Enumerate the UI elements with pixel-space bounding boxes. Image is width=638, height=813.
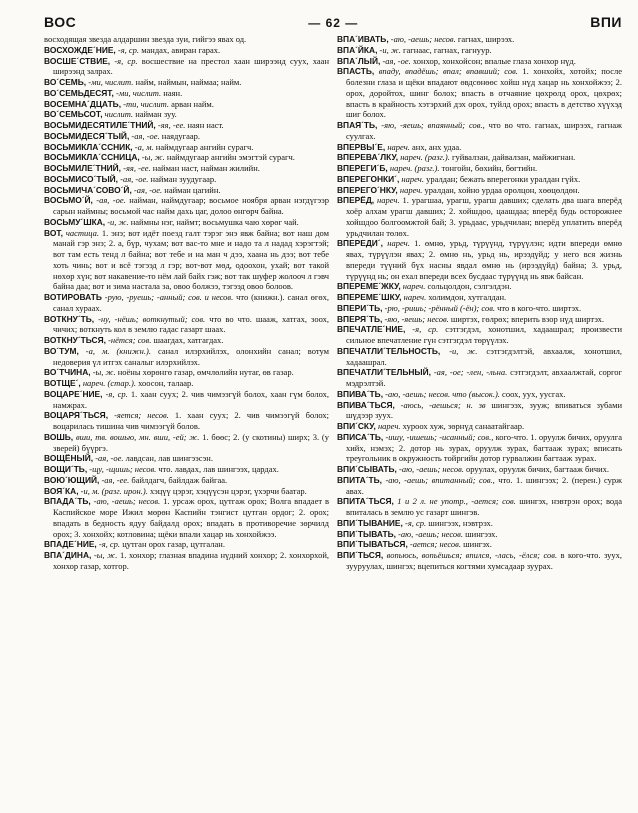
- entry-definition: мандах, авиран гарах.: [141, 44, 221, 55]
- entry-definition: шингээх.: [465, 528, 498, 539]
- entry-definition: оруулах, оруулж бичих, багтааж бичих.: [466, 464, 610, 474]
- dictionary-entry: [337, 389, 622, 400]
- entry-headword: ВОТ,: [44, 227, 63, 238]
- entry-headword: ВОСЬМИЧА´СОВО´Й,: [44, 184, 132, 195]
- entry-definition: 1. урагшаа, урагш, урагш давших; сделать два шага вперёд хоёр алхам урагш давших; 2. хойшдоо, цаашдаа; вперёд будь осторожнее хойшдоо болгоомжтой бай; 3. урьдаас, урьдчилан; вперёд уплатить вперёд урьдчилан төлөх.: [346, 195, 622, 238]
- dictionary-entry: [44, 346, 329, 368]
- dictionary-entry: [44, 163, 329, 174]
- entry-grammar: -ми, числит.: [116, 87, 162, 98]
- dictionary-entry: [337, 34, 622, 45]
- dictionary-entry: [44, 109, 329, 120]
- dictionary-entry: [337, 550, 622, 572]
- page-header: [44, 14, 622, 30]
- dictionary-entry: [44, 410, 329, 432]
- entry-definition: 1. хаан суух; 2. чив чимээгүй болох, хаан гүм болох, намжрах.: [53, 388, 329, 410]
- header-left-guideword: ВОС: [44, 14, 77, 30]
- entry-headword: ВПЕЧАТЛЕ´НИЕ,: [337, 324, 406, 335]
- dictionary-entry: [337, 185, 622, 196]
- entry-headword: ВПЕЧАТЛИ´ТЕЛЬНОСТЬ,: [337, 345, 441, 356]
- dictionary-entry: [337, 66, 622, 120]
- dictionary-entry: [44, 292, 329, 314]
- entry-grammar: -ы, ж.: [141, 152, 165, 163]
- entry-grammar: нареч.: [377, 421, 401, 431]
- entry-grammar: нареч.: [377, 195, 400, 206]
- entry-definition: шингэх, нэвтрэн орох; вода впиталась в землю ус газарт шингэв.: [346, 496, 622, 517]
- entry-grammar: впаду, впадёшь; впал; впавший; сов.: [378, 66, 518, 77]
- dictionary-entry: [337, 195, 622, 238]
- entry-headword: ВПЕРЁД,: [337, 195, 375, 206]
- entry-grammar: -ая, -ое; -лен, -льна.: [433, 367, 508, 378]
- entry-definition: сэтгэгдэлтэй, авхаалж, хонотшил, хадаашрал.: [346, 345, 622, 367]
- dictionary-entry: [44, 432, 329, 454]
- entry-grammar: -аю, -аешь; несов.: [398, 528, 463, 539]
- entry-headword: ВОСШЕ´СТВИЕ,: [44, 55, 111, 66]
- entry-grammar: -яю, -яешь; впаянный; сов.,: [381, 120, 485, 130]
- entry-grammar: -рю, -ришь; -рённый (-ён); сов.: [384, 302, 496, 313]
- entry-definition: уралдан; бежать вперегонки уралдан гүйх.: [426, 173, 581, 184]
- dictionary-entry: [44, 475, 329, 486]
- dictionary-entry: [337, 464, 622, 475]
- dictionary-entry: [337, 292, 622, 303]
- entry-grammar: -ти, числит.: [123, 98, 170, 109]
- dictionary-entry: [44, 152, 329, 163]
- dictionary-entry: [44, 131, 329, 142]
- entry-grammar: -аю, -аешь; несов.: [93, 496, 161, 507]
- entry-headword: ВО´СЕМЬ,: [44, 77, 87, 87]
- entry-grammar: 1 и 2 л. не употр., -ается; сов.: [397, 496, 516, 507]
- entry-definition: цутган орох газар, цутгалан.: [122, 539, 225, 550]
- entry-grammar: -ми, числит.: [88, 77, 134, 87]
- entry-headword: ВПА´ИВАТЬ,: [337, 34, 389, 44]
- dictionary-entry: [337, 518, 622, 529]
- entry-grammar: -а, м.: [134, 141, 154, 152]
- dictionary-entry: [44, 77, 329, 88]
- entry-grammar: -ишу, -ишешь; -исанный; сов.,: [385, 431, 494, 442]
- entry-headword: ВПИ´ТЬСЯ,: [337, 550, 384, 560]
- entry-grammar: -и, м. (разг. ирон.).: [80, 485, 148, 496]
- entry-grammar: -ая, -ое.: [120, 173, 149, 184]
- entry-definition: ширтэх, гөлрөх; вперить взор нүд ширтэх.: [450, 313, 604, 324]
- entry-grammar: вопьюсь, вопьёшься; впился, -лась, -ёлся; сов.: [386, 550, 558, 560]
- entry-grammar: -ая, -ое.: [382, 55, 411, 66]
- entry-headword: ВОТИРОВАТЬ: [44, 292, 102, 302]
- entry-grammar: -а, м. (книжн.).: [85, 345, 151, 356]
- entry-headword: ВПА´ЙКА,: [337, 44, 378, 55]
- entry-grammar: нареч.: [401, 173, 424, 184]
- entry-definition: лавдсан, лав шингээсэн.: [125, 453, 213, 464]
- dictionary-entry: [337, 432, 622, 464]
- entry-definition: анх, анх удаа.: [412, 141, 462, 152]
- entry-headword: ВОЯ´КА,: [44, 485, 79, 496]
- entry-definition: гагнах, ширээх.: [457, 34, 515, 44]
- entry-headword: ВПИ´ТЫВАТЬ,: [337, 528, 396, 539]
- entry-definition: наймдугаар ангийн эмэгтэй сурагч.: [166, 152, 295, 163]
- dictionary-entry: [44, 378, 329, 389]
- entry-definition: гагнаас, гагнах, гагнуур.: [403, 44, 492, 55]
- dictionary-entry: [44, 539, 329, 550]
- entry-definition: восходящая звезда алдаршин звезда зуи, гийгээ явах од.: [44, 34, 247, 44]
- entry-definition: 1. энэ; вот идёт поезд галт тэрэг энэ явж байна; вот наш дом манай гэр энэ; 2. а, бүр, чухам; вот вас-то мне и надо та л надад хэрэгтэй; вот там есть тенд л байна; вот тебе и на ман ч дээ, хаана нь дээ; вот тебе хоть чинь; вот и всё тэгээд л гэр; вот-вот мөд, одоохон, ухай; вот такой нөхөр хүн; вот накавение-то нём лай байх гэж; вот так шуфер жолооч л гэвч байна даа; вот и зима настала за, овоо болжээ, тэгээд овоо болоов.: [53, 227, 329, 292]
- entry-headword: ВПИ´ТЫВАНИЕ,: [337, 517, 403, 528]
- dictionary-entry: [337, 142, 622, 153]
- entry-grammar: -аю, -аешь; несов.: [398, 464, 464, 474]
- entry-grammar: -и, ж.: [449, 345, 478, 356]
- entry-grammar: нареч.: [403, 292, 427, 302]
- entry-definition: что. лавдах, лав шингээх, цардах.: [158, 464, 279, 474]
- dictionary-entry: [337, 421, 622, 432]
- entry-headword: ВОСЬМИСО´ТЫЙ,: [44, 173, 119, 184]
- dictionary-entry: [337, 303, 622, 314]
- dictionary-entry: [337, 496, 622, 518]
- entry-headword: ВПИТА´ТЬСЯ,: [337, 496, 394, 507]
- dictionary-entry: [44, 486, 329, 497]
- dictionary-entry: [337, 324, 622, 346]
- entry-grammar: нареч.: [399, 184, 423, 195]
- dictionary-entry: [337, 120, 622, 142]
- entry-grammar: -и, ж.: [379, 44, 401, 55]
- entry-grammar: -ая, -ое.: [96, 195, 126, 206]
- entry-headword: ВОСЬМИКЛА´ССНИК,: [44, 141, 133, 152]
- entry-headword: ВОЩИ´ТЬ,: [44, 464, 88, 474]
- entry-headword: ВПЕРЕМЕ´ШКУ,: [337, 292, 402, 302]
- entry-headword: ВОСЬМИДЕСЯТИЛЕ´ТНИЙ,: [44, 120, 156, 130]
- entry-definition: хуроох хуж, зөрнүд санаатайгаар.: [402, 421, 525, 431]
- entry-grammar: -яя, -ее.: [123, 163, 151, 173]
- entry-headword: ВПАСТЬ,: [337, 66, 375, 77]
- entry-definition: сэтгэгдэл, хонотшил, хадаашрал; произвести сильное впечатление гүн сэтгэгдэл төрүүлэх.: [346, 324, 622, 345]
- entry-headword: ВО´ТУМ,: [44, 345, 79, 356]
- entry-headword: ВОЦАРЕ´НИЕ,: [44, 388, 103, 399]
- entry-grammar: числит.: [104, 109, 134, 120]
- entry-grammar: -ается; несов.: [409, 539, 461, 550]
- dictionary-entry: [44, 99, 329, 110]
- entry-headword: ВПАДА´ТЬ,: [44, 496, 91, 507]
- dictionary-entry: [337, 45, 622, 56]
- columns: [44, 34, 622, 800]
- entry-headword: ВОЦАРЯ´ТЬСЯ,: [44, 410, 109, 421]
- dictionary-entry: [44, 195, 329, 217]
- entry-headword: ВПИСА´ТЬ,: [337, 431, 384, 442]
- entry-grammar: -и, ж.: [107, 216, 129, 227]
- entry-headword: ВПЕРЕГИ´Б,: [337, 163, 388, 173]
- entry-definition: шингэх.: [463, 539, 492, 550]
- entry-definition: холимдон, хутгалдан.: [428, 292, 507, 302]
- entry-definition: что во что. гагнах, ширээх, гагнаж суулгах.: [346, 120, 622, 141]
- entry-headword: ВПЕРИ´ТЬ,: [337, 302, 383, 313]
- entry-grammar: -ая, -ое.: [95, 453, 124, 464]
- dictionary-entry: [44, 453, 329, 464]
- entry-definition: ноёны хөрөнгө газар, өмчлөлийн нутаг, өв газар.: [117, 367, 294, 378]
- entry-grammar: нареч. (разг.).: [389, 163, 440, 173]
- dictionary-entry: [44, 335, 329, 346]
- dictionary-entry: [337, 346, 622, 368]
- entry-definition: шингээх, зууж; впиваться зубами шүдээр зуух.: [346, 399, 622, 421]
- entry-headword: ВПЕРЕМЕ´ЖКУ,: [337, 281, 401, 292]
- entry-definition: сэтгэгдэлт, авхаалжтай, соргог мэдрэлтэй.: [346, 367, 622, 388]
- entry-definition: хонхор, хонхойсон; впалые глаза хонхор нүд.: [412, 55, 576, 66]
- entry-definition: наймдугаар ангийн сурагч.: [155, 141, 254, 152]
- entry-definition: хоосон, талаар.: [138, 378, 194, 388]
- entry-headword: ВО´СЕМЬСОТ,: [44, 109, 103, 120]
- entry-headword: ВПИВА´ТЬСЯ,: [337, 399, 395, 410]
- entry-headword: ВПЕРЯ´ТЬ,: [337, 313, 383, 324]
- dictionary-entry: [44, 496, 329, 539]
- entry-headword: ВОТКНУ´ТЬ,: [44, 313, 95, 324]
- entry-definition: шингээх, нэвтрэх.: [428, 517, 493, 528]
- entry-headword: ВПЕРВЫ´Е,: [337, 141, 386, 152]
- entry-grammar: нареч. (стар.).: [82, 378, 136, 388]
- entry-definition: байлдагч, байлдаж байгаа.: [131, 474, 228, 485]
- entry-headword: ВОТЩЕ´,: [44, 378, 81, 388]
- dictionary-entry: [44, 550, 329, 572]
- entry-grammar: -ая, -ое.: [131, 130, 160, 141]
- dictionary-entry: [44, 185, 329, 196]
- entry-definition: хэцүү цэрэг, хэцүүсэн цэрэг, үхэрчи баатар.: [149, 485, 307, 496]
- dictionary-entry: [337, 314, 622, 325]
- entry-definition: гуйвалзан, дайвалзан, майжигнан.: [451, 152, 576, 163]
- entry-headword: ВО´СЕМЬДЕСЯТ,: [44, 87, 114, 98]
- dictionary-entry: [44, 367, 329, 378]
- entry-headword: ВПЕРЕГОНКИ´,: [337, 173, 400, 184]
- entry-grammar: -я, ср.: [114, 55, 138, 66]
- entry-grammar: -я, ср.: [98, 539, 121, 550]
- entry-definition: в кого-что. зуух, зууруулах, шингэх; вцепиться когтями хумсадаар зуурах.: [346, 550, 622, 571]
- header-right-guideword: ВПИ: [590, 14, 622, 30]
- entry-grammar: -ы, ж.: [93, 550, 118, 560]
- entry-headword: ВО´ТЧИНА,: [44, 367, 91, 378]
- entry-definition: найм, наймын, наймаа; найм.: [135, 77, 242, 87]
- entry-headword: ВОСЬМИДЕСЯ´ТЫЙ,: [44, 130, 130, 141]
- entry-grammar: нареч. (разг.).: [400, 152, 450, 163]
- entry-definition: 1. өмнө, урьд, түрүүнд, түрүүлэн; идти впереди өмнө явах, түрүүлэн явах; 2. өмнө нь, урьд нь, ирээдүйд; у него вся жизнь впереди түүний бүх насны явдал өмнө нь (ирээдүйд) байна; 3. урьд, түрүүнд нь; он ехал впереди всех бусдаас түрүүнд нь явж байсан.: [346, 238, 622, 281]
- entry-grammar: -ы, ж.: [92, 367, 116, 378]
- dictionary-entry: [44, 314, 329, 336]
- entry-headword: ВОСХОЖДЕ´НИЕ,: [44, 44, 116, 55]
- entry-headword: ВПА´ДИНА,: [44, 550, 92, 560]
- dictionary-entry: [44, 142, 329, 153]
- entry-headword: ВПЕРЕГО´НКУ,: [337, 184, 398, 195]
- dictionary-entry: [337, 238, 622, 281]
- entry-grammar: -аю, -аешь; несов.: [390, 34, 456, 44]
- entry-grammar: -я, ср.: [404, 517, 427, 528]
- dictionary-entry: [337, 400, 622, 422]
- entry-grammar: -аю, -аешь; несов. что (высок.).: [385, 388, 500, 399]
- entry-headword: ВПА´ЛЫЙ,: [337, 55, 381, 66]
- entry-definition: шаагдах, хатгагдах.: [153, 335, 224, 345]
- entry-definition: уралдан, хойно урдаа оролцон, хөөцөлдөн.: [424, 184, 580, 195]
- dictionary-entry: [337, 475, 622, 497]
- entry-definition: 1. хонхор; глазная впадина нүдний хонхор; 2. хонхорхой, хонхор газар, хотгор.: [53, 550, 329, 571]
- dictionary-entry: [337, 529, 622, 540]
- entry-grammar: нареч.: [387, 238, 410, 249]
- page-number: — 62 —: [308, 16, 359, 30]
- entry-headword: ВПИ´СЫВАТЬ,: [337, 464, 397, 474]
- dictionary-entry: [337, 174, 622, 185]
- entry-definition: арван найм.: [171, 98, 214, 109]
- left-column: [44, 34, 329, 800]
- dictionary-entry: [44, 56, 329, 78]
- entry-headword: ВПЕЧАТЛИ´ТЕЛЬНЫЙ,: [337, 367, 431, 378]
- dictionary-entry: [337, 539, 622, 550]
- entry-headword: ВОЮ´ЮЩИЙ,: [44, 474, 100, 485]
- dictionary-entry: [337, 163, 622, 174]
- entry-definition: наядугаар.: [161, 130, 201, 141]
- dictionary-entry: [44, 88, 329, 99]
- dictionary-entry: [44, 120, 329, 131]
- entry-headword: ВПИТА´ТЬ,: [337, 474, 382, 485]
- entry-grammar: -щу, -щишь; несов.: [89, 464, 157, 474]
- dictionary-entry: [44, 228, 329, 293]
- entry-headword: ВОСЬМО´Й,: [44, 195, 93, 206]
- entry-definition: найман наст, найман жилийн.: [152, 163, 260, 173]
- dictionary-entry: [44, 217, 329, 228]
- dictionary-entry: [337, 56, 622, 67]
- entry-definition: тонгойн, бөхийн, бөгтийн.: [441, 163, 538, 173]
- entry-grammar: вши, тв. вошью, мн. вши, -ей; ж.: [75, 431, 200, 442]
- entry-grammar: -я, ср.: [117, 44, 140, 55]
- entry-grammar: -рую, -руешь; -анный; сов. и несов.: [104, 292, 234, 302]
- entry-headword: ВОСЬМИЛЕ´ТНИЙ,: [44, 163, 121, 173]
- entry-definition: восшествие на престол хаан ширээнд суух, хаан ширээнд залрах.: [53, 55, 329, 77]
- entry-grammar: -яется; несов.: [114, 410, 169, 421]
- dictionary-entry: [44, 174, 329, 185]
- entry-definition: сольцолдон, сэлгэлдэн.: [427, 281, 512, 292]
- entry-headword: ВПИВА´ТЬ,: [337, 388, 384, 399]
- entry-definition: 1. хонхойх, хотойх; после болезни глаза и щёки впадают өвдсөнөөс хойш нүд хацар нь хонхойжээ; 2. орох, доройтох, шинг болох; впасть в отчаяние цөхрөлд орох, цөхрөх; впасть в крайность хэтэрхий дэх орох, туйлд орох; впасть в детство хүүхэд шиг болох.: [346, 66, 622, 120]
- entry-definition: кого-что. 1. оруулж бичих, оруулга хийх, нэмэх; 2. дотор нь зурах, оруулж зурах, багтааж зурах; вписать треугольник в окружность тойргийн дотор гурвалжин багтааж зурах.: [346, 431, 622, 464]
- entry-headword: ВОЩЁНЫЙ,: [44, 453, 94, 464]
- right-column: [337, 34, 622, 800]
- entry-headword: ВОШЬ,: [44, 431, 74, 442]
- entry-grammar: нареч.: [387, 141, 410, 152]
- entry-grammar: частица.: [65, 227, 100, 238]
- entry-definition: найман зуудугаар.: [150, 173, 217, 184]
- entry-definition: наймны нэг, наймт; восьмушка чаю хөрөг чай.: [130, 216, 299, 227]
- entry-grammar: нареч.: [402, 281, 426, 292]
- entry-headword: ВОСЬМУ´ШКА,: [44, 216, 106, 227]
- entry-headword: ВПЕРЕДИ´,: [337, 238, 383, 249]
- entry-grammar: -ая, -ое.: [133, 184, 163, 195]
- entry-headword: ВОСЕМНА´ДЦАТЬ,: [44, 98, 122, 109]
- entry-definition: наян наст.: [187, 120, 224, 130]
- dictionary-entry: [337, 152, 622, 163]
- entry-definition: 1. хаан суух; 2. чив чимээгүй болох; воцарилась тишина чив чимээгүй болов.: [53, 410, 329, 431]
- dictionary-entry: [337, 367, 622, 389]
- entry-definition: найман цагийн.: [164, 184, 221, 195]
- entry-headword: ВОТКНУ´ТЬСЯ,: [44, 335, 106, 345]
- entry-headword: ВОСЬМИКЛА´ССНИЦА,: [44, 152, 140, 163]
- entry-definition: найман, наймдугаар; восьмое ноября арван нэгдүгээр сарын наймны; восьмой час найм дахь цаг, долоо өнгөрч байна.: [53, 195, 329, 216]
- entry-definition: что в кого-что. ширтэх.: [497, 302, 582, 313]
- entry-headword: ВПИ´ТЫВАТЬСЯ,: [337, 539, 408, 550]
- entry-grammar: -яю, -яешь; несов.: [384, 313, 449, 324]
- entry-definition: соох, уух, уусгах.: [502, 388, 566, 399]
- entry-definition: санал илэрхийлэх, олонхийн санал; вотум недоверия үл итгэх саналыг илэрхийлэх.: [53, 345, 329, 367]
- dictionary-entry: [44, 45, 329, 56]
- entry-grammar: -ну, -нёшь; воткнутый; сов.: [98, 313, 206, 324]
- entry-grammar: -я, ср.: [105, 388, 128, 399]
- entry-definition: 1. бөөс; 2. (у скотины) ширх; 3. (у зверей) бүүргэ.: [53, 431, 329, 453]
- entry-definition: наян.: [163, 87, 183, 98]
- entry-grammar: -ая, -ее.: [101, 474, 130, 485]
- dictionary-entry: [44, 464, 329, 475]
- entry-grammar: -нётся; сов.: [108, 335, 152, 345]
- dictionary-entry: [44, 389, 329, 411]
- entry-headword: ВПИ´СКУ,: [337, 421, 376, 431]
- entry-headword: ВПЕРЕВА´ЛКУ,: [337, 152, 399, 163]
- entry-definition: найман зуу.: [135, 109, 177, 120]
- entry-definition: что (книжн.). санал өгөх, санал хураах.: [53, 292, 329, 313]
- entry-grammar: -аюсь, -аешься; н. зв: [400, 399, 486, 410]
- entry-grammar: -яя, -ее.: [157, 120, 186, 130]
- entry-definition: 1. урсаж орох, цутгаж орох; Волга впадает в Каспийское море Ижил мөрөн Каспийн тэнгист цутган ордог; 2. орох; впадать в бедность ядуу байдалд орох; впадать в противоречие зөрчилд орох; 3. хонхойх; котловина; щёки впали хацар нь хонхойжээ.: [53, 496, 329, 539]
- dictionary-entry: [44, 34, 329, 45]
- entry-headword: ВПАДЕ´НИЕ,: [44, 539, 97, 550]
- entry-grammar: -я, ср.: [412, 324, 439, 335]
- entry-definition: что во что. шааж, хатгах, зоох, чичих; воткнуть кол в землю гадас газарт шаах.: [53, 313, 329, 335]
- dictionary-entry: [337, 281, 622, 292]
- entry-grammar: -аю, -аешь; впитанный; сов.,: [385, 474, 495, 485]
- entry-definition: что. 1. шингээх; 2. (перен.) сурж авах.: [346, 474, 622, 496]
- entry-headword: ВПАЯ´ТЬ,: [337, 120, 378, 130]
